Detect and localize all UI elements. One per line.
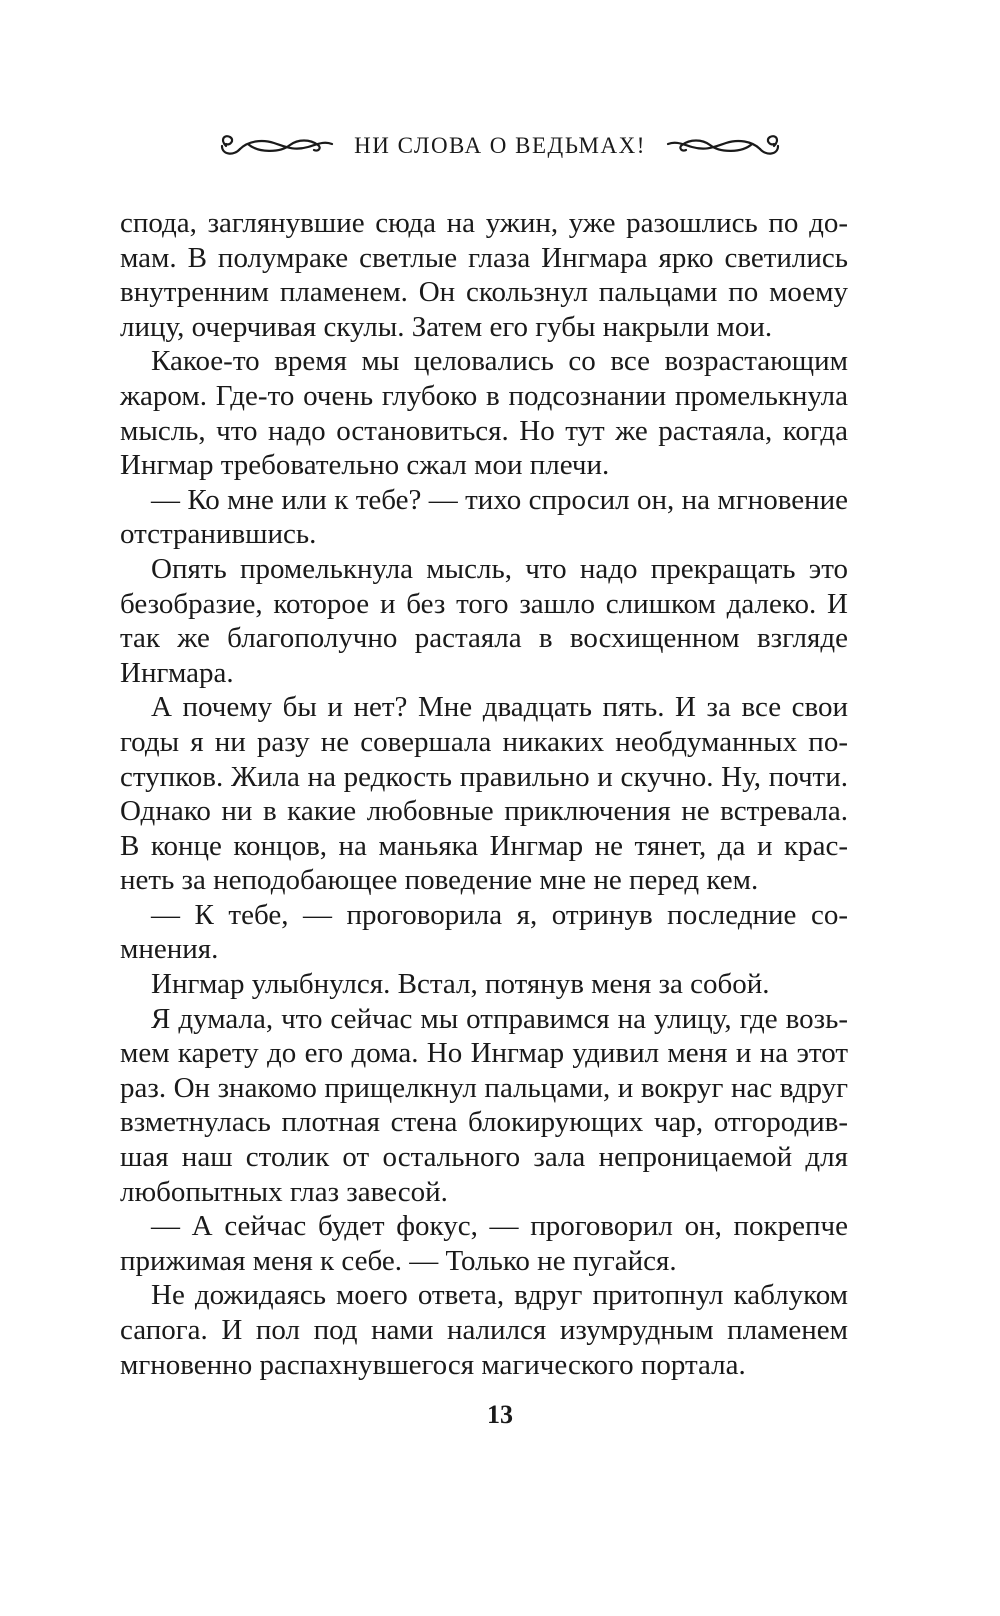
dialogue-line: — А сейчас будет фокус, — проговорил он, покрепче прижимая меня к себе. — Только не пугайся. <box>120 1210 848 1277</box>
dialogue-line: — Ко мне или к тебе? — тихо спросил он, на мгновение отстранившись. <box>120 483 848 551</box>
page-number: 13 <box>487 1400 513 1429</box>
paragraph: Опять промелькнула мысль, что надо прекращать это безобразие, которое и без того зашло слишком далеко. И так же благополучно растаяла в восхищенном взгляде Ингмара. <box>120 552 848 689</box>
right-flourish-ornament <box>662 131 782 161</box>
body-text <box>120 206 848 1382</box>
running-title: НИ СЛОВА О ВЕДЬМАХ! <box>354 133 646 158</box>
running-header <box>0 118 1000 174</box>
paragraph: Не дожидаясь моего ответа, вдруг притопнул каблуком сапога. И пол под нами налился изумрудным пламенем мгновенно распахнувшегося магического портала. <box>120 1279 848 1381</box>
paragraph: Какое-то время мы целовались со все возрастающим жаром. Где-то очень глубоко в подсознании промелькнула мысль, что надо остановиться. Но тут же растаяла, когда Ингмар требовательно сжал мои плечи. <box>120 345 848 482</box>
paragraph: Ингмар улыбнулся. Встал, потянув меня за собой. <box>151 968 770 1001</box>
paragraph: А почему бы и нет? Мне двадцать пять. И за все свои годы я ни разу не совершала никаких необдуманных поступков. Жила на редкость правильно и скучно. Ну, почти. Однако ни в какие любовные приключения не встревала. В конце концов, на маньяка Ингмар не тянет, да и краснеть за неподобающее поведение мне не перед кем. <box>120 691 848 897</box>
paragraph-continued: спода, заглянувшие сюда на ужин, уже разошлись по домам. В полумраке светлые глаза Ингмара ярко светились внутренним пламенем. Он скользнул пальцами по моему лицу, очерчивая скулы. Затем его губы накрыли мои. <box>120 207 848 343</box>
left-flourish-ornament <box>218 131 338 161</box>
paragraph: Я думала, что сейчас мы отправимся на улицу, где возьмем карету до его дома. Но Ингмар удивил меня и на этот раз. Он знакомо прищелкнул пальцами, и вокруг нас вдруг взметнулась плотная стена блокирующих чар, отгородившая наш столик от остального зала непроницаемой для любопытных глаз завесой. <box>120 1002 848 1208</box>
dialogue-line: — К тебе, — проговорила я, отринув последние сомнения. <box>120 898 848 966</box>
